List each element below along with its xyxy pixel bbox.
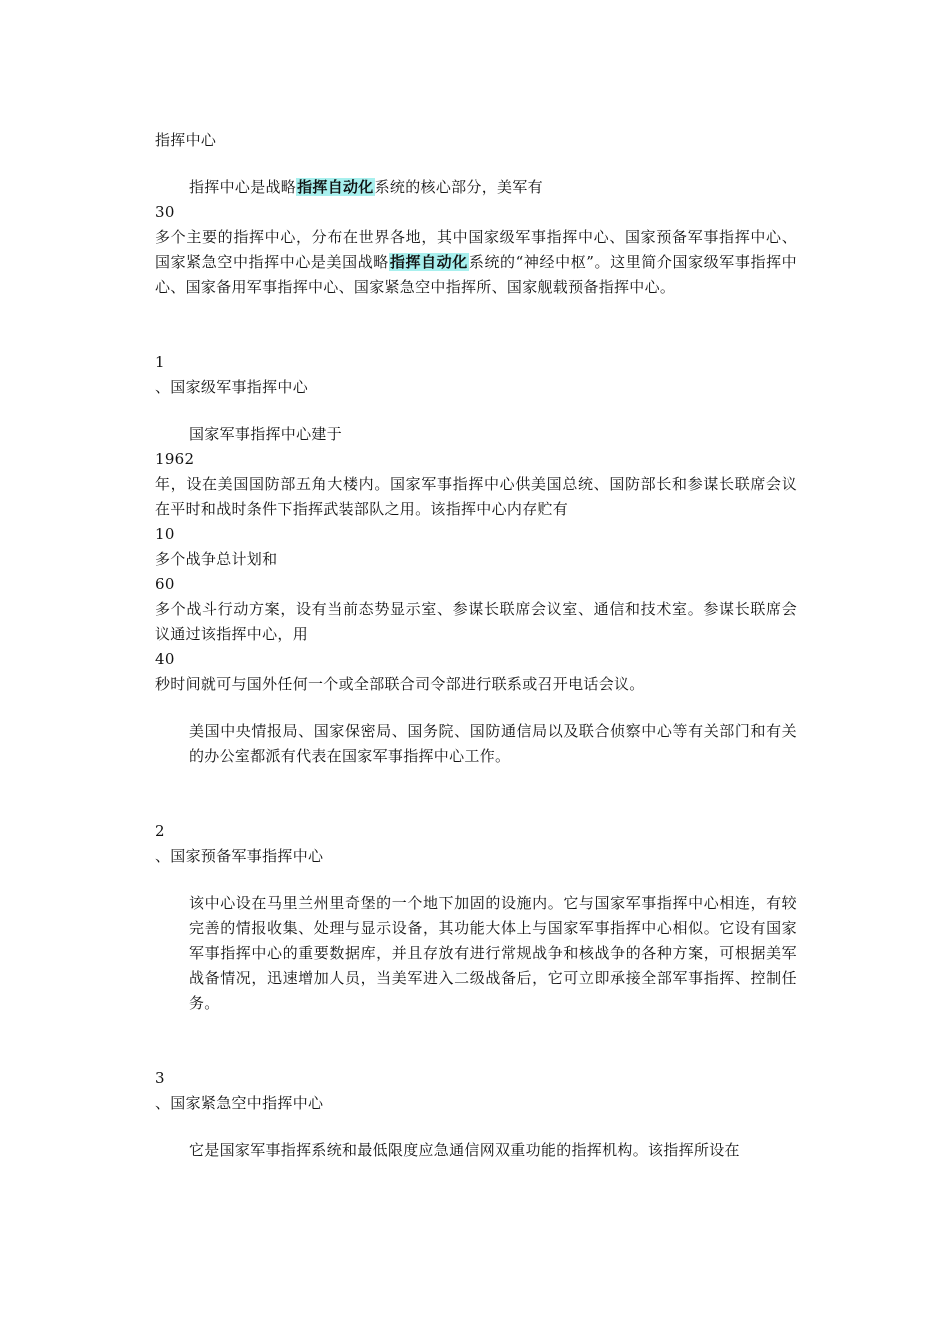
section-1-para-1b: 年，设在美国国防部五角大楼内。国家军事指挥中心供美国总统、国防部长和参谋长联席会议在平时和战时条件下指挥武装部队之用。该指挥中心内存贮有 — [155, 475, 797, 518]
intro-body-a: 多个主要的指挥中心，分布在世界各地，其中国家级军事指挥中心、国家预备军事指挥中心、国家紧急空中指挥中心是美国战略 — [155, 228, 797, 271]
section-3-number: 3 — [155, 1069, 165, 1087]
highlighted-term: 指挥自动化 — [297, 178, 374, 196]
section-1-para-2: 美国中央情报局、国家保密局、国务院、国防通信局以及联合侦察中心等有关部门和有关的办公室都派有代表在国家军事指挥中心工作。 — [189, 722, 797, 765]
highlighted-term-2: 指挥自动化 — [389, 253, 468, 271]
section-2-number: 2 — [155, 822, 165, 840]
section-2-para-1: 该中心设在马里兰州里奇堡的一个地下加固的设施内。它与国家军事指挥中心相连，有较完善的情报收集、处理与显示设备，其功能大体上与国家军事指挥中心相似。它设有国家军事指挥中心的重要数据库，并且存放有进行常规战争和核战争的各种方案，可根据美军战备情况，迅速增加人员，当美军进入二级战备后，它可立即承接全部军事指挥、控制任务。 — [189, 894, 797, 1012]
section-2-heading: 、国家预备军事指挥中心 — [155, 847, 324, 865]
section-1-number: 1 — [155, 353, 165, 371]
document-title: 指挥中心 — [155, 131, 217, 149]
intro-text-b: 系统的核心部分，美军有 — [374, 178, 543, 196]
section-3-para-1: 它是国家军事指挥系统和最低限度应急通信网双重功能的指挥机构。该指挥所设在 — [189, 1141, 740, 1159]
section-3-heading: 、国家紧急空中指挥中心 — [155, 1094, 324, 1112]
section-1-num-10: 10 — [155, 525, 175, 543]
section-1-heading: 、国家级军事指挥中心 — [155, 378, 309, 396]
section-1-year: 1962 — [155, 450, 195, 468]
section-1-num-60: 60 — [155, 575, 175, 593]
section-1-para-1c: 多个战争总计划和 — [155, 550, 278, 568]
intro-text-a: 指挥中心是战略 — [189, 178, 297, 196]
document-body — [155, 128, 797, 1163]
intro-number: 30 — [155, 203, 175, 221]
section-1-para-1e: 秒时间就可与国外任何一个或全部联合司令部进行联系或召开电话会议。 — [155, 675, 645, 693]
section-1-para-1d: 多个战斗行动方案，设有当前态势显示室、参谋长联席会议室、通信和技术室。参谋长联席会议通过该指挥中心，用 — [155, 600, 797, 643]
intro-line — [155, 175, 797, 200]
section-1-para-1a: 国家军事指挥中心建于 — [189, 425, 343, 443]
intro-body — [155, 225, 797, 300]
section-1-num-40: 40 — [155, 650, 175, 668]
intro-body-b: 系统的“神经中枢”。这里简介国家级军事指挥中心、国家备用军事指挥中心、国家紧急空中指挥所、国家舰载预备指挥中心。 — [155, 253, 797, 296]
